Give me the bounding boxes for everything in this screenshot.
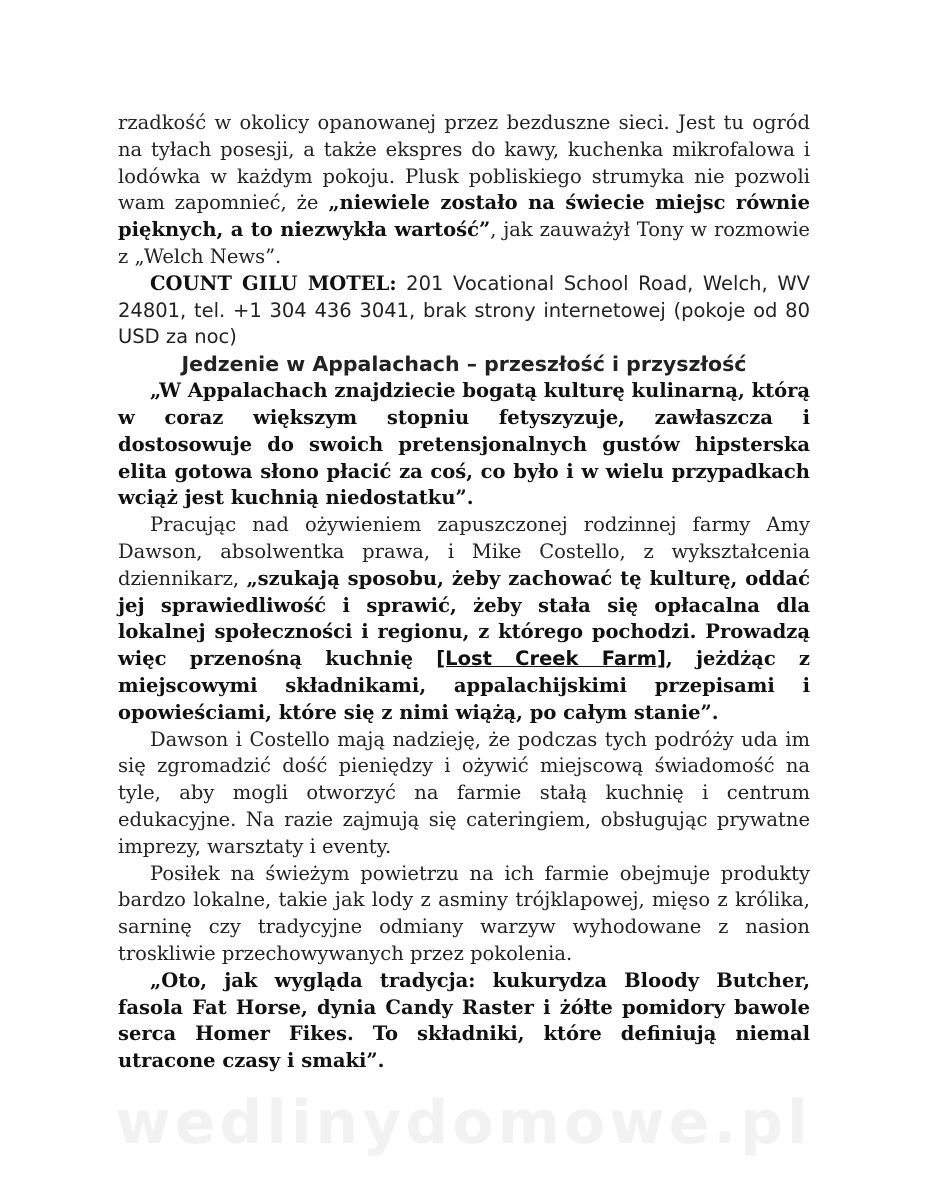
- lost-creek-farm-link[interactable]: [Lost Creek Farm]: [436, 647, 666, 671]
- paragraph-bold-quote: [118, 378, 810, 512]
- watermark: wedlinydomowe.pl: [115, 1088, 812, 1158]
- text: Pracując nad ożywieniem zapuszczonej rodzinnej farmy Amy Dawson, absolwentka prawa, i Mike Costello, z wykształcenia dziennikarz,: [118, 513, 810, 590]
- section-heading: Jedzenie w Appalachach – przeszłość i przyszłość: [181, 352, 747, 377]
- bold-quote: , jeżdżąc z miejscowymi składnikami, appalachijskimi przepisami i opowieściami, które się z nimi wiążą, po całym stanie”.: [118, 647, 810, 724]
- paragraph-farm: [118, 512, 810, 726]
- motel-name: COUNT GILU MOTEL:: [150, 271, 397, 295]
- text: , jak zauważył Tony w rozmowie z „Welch News”.: [118, 218, 810, 268]
- document-page: [118, 110, 810, 1075]
- paragraph-motel-address: [118, 271, 810, 351]
- bold-quote: „niewiele zostało na świecie miejsc równie pięknych, a to niezwykła wartość”: [118, 191, 810, 242]
- paragraph-plans: Dawson i Costello mają nadzieję, że podczas tych podróży uda im się zgromadzić dość pieniędzy i ożywić miejscową świadomość na tyle, aby mogli otworzyć na farmie stałą kuchnię i centrum edukacyjne. Na razie zajmują się cateringiem, obsługując prywatne imprezy, warsztaty i eventy.: [118, 727, 810, 858]
- motel-details: 201 Vocational School Road, Welch, WV 24801, tel. +1 304 436 3041, brak strony internetowej (pokoje od 80 USD za noc): [118, 271, 810, 349]
- paragraph-meal: Posiłek na świeżym powietrzu na ich farmie obejmuje produkty bardzo lokalne, takie jak lody z asminy trójklapowej, mięso z królika, sarninę czy tradycyjne odmiany warzyw wyhodowane z nasion troskliwie przechowywanych przez pokolenia.: [118, 861, 810, 965]
- bold-quote: „szukają sposobu, żeby zachować tę kulturę, oddać jej sprawiedliwość i sprawić, żeby stała się opłacalna dla lokalnej społeczności i regionu, z którego pochodzi. Prowadzą więc przenośną kuchnię: [118, 566, 810, 671]
- paragraph-tradition-quote: [118, 968, 810, 1075]
- bold-quote: „Oto, jak wygląda tradycja: kukurydza Bloody Butcher, fasola Fat Horse, dynia Candy Raster i żółte pomidory bawole serca Homer Fikes. To składniki, które definiują niemal utracone czasy i smaki”.: [118, 968, 810, 1073]
- text: rzadkość w okolicy opanowanej przez bezduszne sieci. Jest tu ogród na tyłach posesji, a także ekspres do kawy, kuchenka mikrofalowa i lodówka w każdym pokoju. Plusk pobliskiego strumyka nie pozwoli wam zapomnieć, że: [118, 111, 810, 215]
- paragraph-motel-description: [118, 110, 810, 271]
- bold-quote: „W Appalachach znajdziecie bogatą kulturę kulinarną, którą w coraz większym stopniu fetyszyzuje, zawłaszcza i dostosowuje do swoich pretensjonalnych gustów hipsterska elita gotowa słono płacić za coś, co było i w wielu przypadkach wciąż jest kuchnią niedostatku”.: [118, 379, 810, 510]
